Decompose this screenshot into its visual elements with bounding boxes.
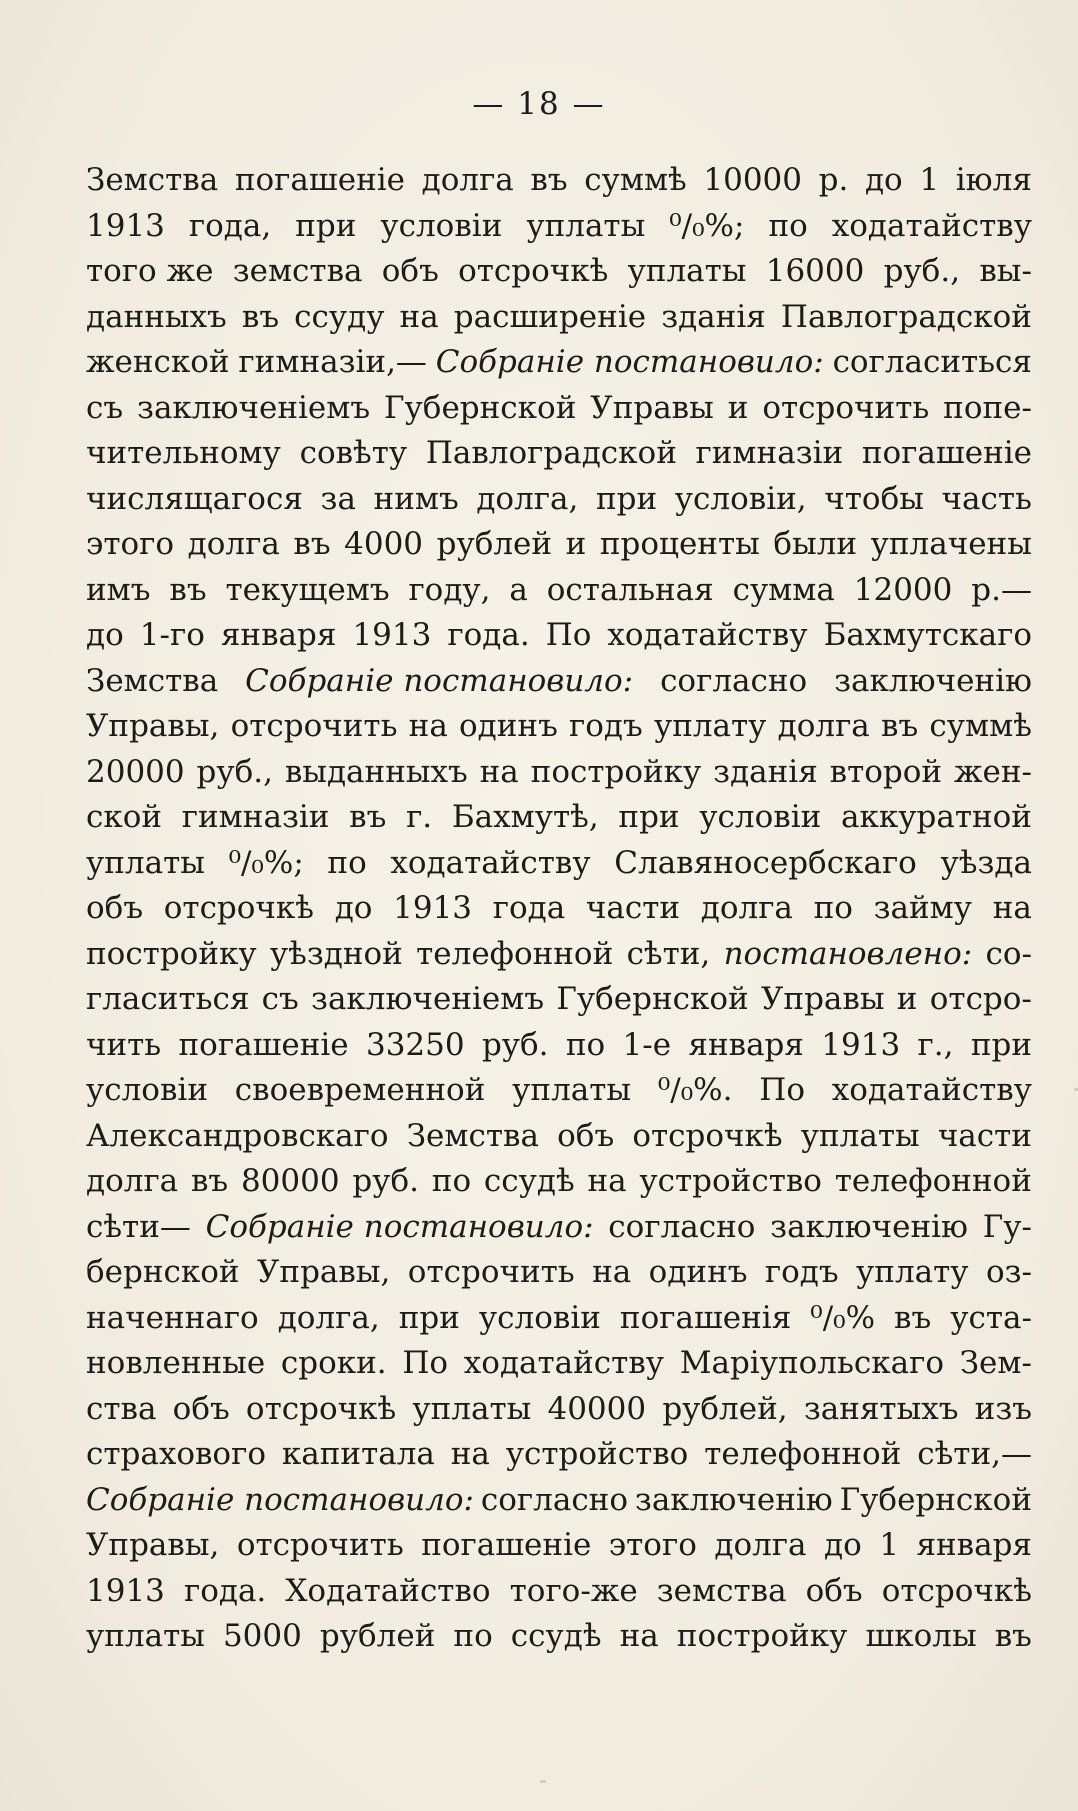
word: гимназіи: [695, 435, 844, 471]
word: оз-: [985, 1254, 1032, 1290]
word: при: [618, 799, 680, 835]
word: ссудѣ: [510, 1618, 602, 1654]
word: постройку: [86, 935, 257, 972]
word: на: [408, 708, 448, 744]
text-line: [86, 431, 1032, 477]
word: Бахмутскаго: [823, 617, 1032, 653]
text-line: [86, 841, 1032, 887]
word: объ: [172, 1390, 230, 1427]
word: гимназіи,—: [238, 344, 427, 380]
text-line: [86, 886, 1032, 932]
word: годъ: [569, 708, 643, 744]
word: погашеніе: [861, 435, 1032, 471]
word: руб.,: [883, 253, 961, 289]
word: ходатайству: [463, 1345, 665, 1381]
body-text: [86, 158, 1032, 1660]
word: условіи,: [674, 480, 807, 517]
word: 20000: [86, 753, 185, 790]
text-line: [86, 1068, 1032, 1114]
word: заключеніемъ: [137, 389, 371, 426]
text-line: [86, 1114, 1032, 1160]
word: чительному: [86, 435, 281, 471]
word: сроки.: [280, 1345, 387, 1381]
word: Управы,: [86, 708, 220, 744]
word: ходатайству: [607, 617, 808, 653]
word: были: [773, 526, 858, 562]
word: Павлоградской: [780, 298, 1032, 335]
word: долга: [421, 162, 514, 198]
word: телефонной: [834, 1163, 1032, 1199]
text-line: [86, 932, 1032, 978]
word: уплату: [856, 1254, 969, 1290]
word: новленные: [86, 1345, 266, 1381]
word: іюля: [955, 162, 1032, 198]
word: выданныхъ: [284, 753, 468, 790]
word: попе-: [943, 389, 1032, 426]
word: долга: [777, 708, 870, 744]
word: имъ: [86, 571, 151, 608]
word: сѣти,—: [917, 1436, 1032, 1472]
word: года: [492, 890, 566, 926]
word: телефонной: [416, 935, 614, 972]
text-line: [86, 704, 1032, 750]
word: сумма: [732, 571, 835, 608]
word: при: [970, 1026, 1032, 1063]
text-line: [86, 1569, 1032, 1615]
word: уплаты: [412, 1390, 532, 1427]
word: отсрочкѣ: [632, 1117, 783, 1154]
word: отсрочкѣ: [245, 1390, 397, 1427]
word: части: [937, 1117, 1032, 1154]
word: и: [896, 981, 918, 1017]
word: отсрочкѣ: [458, 253, 609, 289]
word: чить: [86, 1026, 162, 1063]
word: ходатайству: [831, 1072, 1032, 1108]
word: По: [759, 1072, 805, 1108]
word: согласно: [660, 662, 808, 699]
word: 80000: [240, 1163, 340, 1199]
word: земства: [656, 1572, 787, 1609]
word: ства: [86, 1390, 157, 1427]
word: вы-: [979, 253, 1032, 289]
word: погашеніе: [234, 162, 405, 198]
word: проценты: [599, 526, 760, 562]
word: ⁰/₀%.: [657, 1072, 733, 1108]
word: Губернской: [839, 1481, 1032, 1518]
word: По: [545, 617, 592, 653]
word: при: [398, 1299, 460, 1336]
word: на: [619, 1618, 659, 1654]
word: 40000: [547, 1390, 647, 1427]
word: Управы: [590, 389, 714, 426]
word: своевременной: [234, 1072, 486, 1108]
text-line: [86, 340, 1032, 386]
print-speck: [540, 1780, 546, 1783]
word: остальная: [546, 571, 714, 608]
word: сѣти—: [86, 1208, 191, 1245]
word: числящагося: [86, 480, 303, 517]
word: того же: [86, 253, 214, 289]
word: а: [509, 571, 528, 608]
word: зданія: [661, 298, 766, 335]
word: г.,: [917, 1026, 954, 1063]
text-line: [86, 249, 1032, 295]
word: уплаты: [86, 1618, 205, 1654]
word: данныхъ: [86, 298, 227, 335]
word: до: [86, 617, 124, 653]
word: 1-е: [622, 1026, 672, 1063]
word: рублей: [319, 1618, 436, 1654]
text-line: [86, 659, 1032, 705]
word: уплаты: [800, 1117, 920, 1154]
text-line: [86, 613, 1032, 659]
word: уплаты: [86, 844, 205, 881]
word: погашеніе: [421, 1527, 592, 1563]
word: сѣти,: [626, 935, 711, 972]
word: земства: [232, 253, 363, 289]
text-line: [86, 1387, 1032, 1433]
word: на: [587, 1163, 627, 1199]
word: Управы,: [257, 1254, 391, 1290]
text-line: [86, 750, 1032, 796]
word: долга: [86, 1163, 179, 1199]
word: условіи: [478, 1299, 601, 1336]
word: совѣту: [299, 435, 408, 471]
word: зданія: [713, 753, 818, 790]
word: 1913: [821, 1026, 901, 1063]
text-line: [86, 295, 1032, 341]
word: гимназіи: [181, 799, 330, 835]
word: Губернской: [556, 981, 749, 1017]
word: этого: [608, 1527, 697, 1563]
word: суммѣ: [584, 162, 687, 198]
word: въ: [994, 1618, 1032, 1654]
word: въ: [349, 799, 387, 835]
page-number: — 18 —: [472, 86, 606, 122]
text-line: [86, 1023, 1032, 1069]
word: отсрочить: [230, 708, 398, 744]
italic-phrase: Собраніе постановило:: [245, 662, 634, 699]
word: нимъ: [373, 480, 459, 517]
word: капитала: [281, 1436, 435, 1472]
text-line: [86, 1250, 1032, 1296]
word: устройство: [505, 1436, 689, 1472]
word: 33250: [365, 1026, 465, 1063]
word: одинъ: [459, 708, 558, 744]
word: аккуратной: [841, 799, 1032, 835]
italic-phrase: Собраніе постановило:: [205, 1208, 594, 1245]
text-line: [86, 568, 1032, 614]
text-line: [86, 1432, 1032, 1478]
word: Маріупольскаго: [679, 1345, 944, 1381]
word: гласиться: [86, 981, 250, 1017]
word: расширеніе: [453, 298, 647, 335]
word: рублей,: [662, 1390, 788, 1427]
word: при: [295, 207, 357, 244]
word: января: [220, 617, 337, 653]
word: рублей: [436, 526, 553, 562]
word: уплаты: [627, 253, 747, 289]
word: до: [864, 162, 903, 198]
word: устройство: [639, 1163, 822, 1199]
word: со-: [985, 935, 1032, 972]
word: въ: [190, 1163, 229, 1199]
word: текущемъ: [225, 571, 390, 608]
word: изъ: [974, 1390, 1032, 1427]
word: заключенію: [770, 1208, 969, 1245]
word: въ: [530, 162, 568, 198]
word: января: [916, 1527, 1032, 1563]
word: 1913: [86, 207, 165, 244]
word: школы: [865, 1618, 977, 1654]
word: отсрочкѣ: [163, 890, 314, 926]
word: условіи: [699, 799, 822, 835]
word: отсрочить: [762, 389, 930, 426]
word: части: [585, 890, 681, 926]
word: занятыхъ: [803, 1390, 959, 1427]
word: до: [824, 1527, 862, 1563]
word: отсрочить: [236, 1527, 404, 1563]
word: на: [399, 298, 439, 335]
word: и: [727, 389, 749, 426]
word: телефонной: [704, 1436, 902, 1472]
word: года.: [183, 1572, 267, 1609]
text-line: [86, 1523, 1032, 1569]
text-line: [86, 1205, 1032, 1251]
word: заключенію: [634, 1481, 833, 1518]
text-line: [86, 204, 1032, 250]
word: уѣздной: [269, 935, 403, 972]
word: условіи: [380, 207, 503, 244]
word: Славяносербскаго: [614, 844, 917, 881]
word: 10000: [703, 162, 803, 198]
word: часть: [941, 480, 1032, 517]
word: по: [453, 1618, 493, 1654]
word: долга: [187, 526, 280, 562]
word: объ: [381, 253, 439, 289]
word: января: [688, 1026, 804, 1063]
word: объ: [86, 890, 144, 926]
print-speck: [1074, 1088, 1078, 1091]
word: въ: [293, 526, 331, 562]
word: согласиться: [832, 344, 1032, 380]
word: уплаты: [526, 207, 646, 244]
word: постройку: [676, 1618, 848, 1654]
word: руб.,: [196, 753, 273, 790]
word: 16000: [765, 253, 865, 289]
word: заключенію: [834, 662, 1032, 699]
word: уплаты: [512, 1072, 632, 1108]
word: отсро-: [929, 981, 1032, 1017]
word: согласно: [480, 1481, 629, 1518]
word: отсрочкѣ: [881, 1572, 1032, 1609]
word: съ: [86, 389, 124, 426]
word: 4000: [344, 526, 424, 562]
word: 1913: [352, 617, 432, 653]
word: долга,: [277, 1299, 380, 1336]
word: суммѣ: [929, 708, 1032, 744]
text-line: [86, 386, 1032, 432]
word: ссудѣ: [483, 1163, 575, 1199]
word: по: [431, 1163, 472, 1199]
word: до: [334, 890, 373, 926]
word: при: [596, 480, 658, 517]
text-line: [86, 977, 1032, 1023]
word: руб.: [481, 1026, 549, 1063]
word: долга: [700, 890, 793, 926]
word: заключеніемъ: [311, 981, 545, 1017]
word: уѣзда: [940, 844, 1032, 881]
word: постройку: [530, 753, 702, 790]
word: ской: [86, 799, 163, 835]
italic-phrase: постановлено:: [723, 935, 973, 972]
word: Губернской: [384, 389, 577, 426]
word: Управы,: [86, 1527, 220, 1563]
italic-phrase: Собраніе постановило:: [86, 1481, 474, 1518]
word: въ: [881, 708, 919, 744]
word: ходатайству: [390, 844, 591, 881]
word: объ: [557, 1117, 615, 1154]
word: уста-: [950, 1299, 1032, 1336]
word: въ: [169, 571, 207, 608]
word: Бахмутѣ,: [451, 799, 599, 835]
word: объ: [805, 1572, 863, 1609]
word: согласно: [608, 1208, 756, 1245]
text-line: [86, 522, 1032, 568]
word: руб.: [352, 1163, 419, 1199]
word: По: [402, 1345, 449, 1381]
word: въ: [894, 1299, 932, 1336]
word: Земства: [406, 1117, 539, 1154]
word: по: [327, 844, 367, 881]
word: уплачены: [870, 526, 1032, 562]
word: Земства: [86, 162, 219, 198]
word: на: [450, 1436, 490, 1472]
word: 5000: [222, 1618, 302, 1654]
word: за: [320, 480, 356, 517]
word: ⁰/₀%: [810, 1299, 876, 1336]
word: р.: [818, 162, 849, 198]
text-line: [86, 1614, 1032, 1660]
word: жен-: [953, 753, 1032, 790]
italic-phrase: Собраніе постановило:: [435, 344, 824, 380]
word: на: [479, 753, 519, 790]
word: 1913: [86, 1572, 165, 1609]
word: Ходатайство: [285, 1572, 491, 1609]
word: погашеніе: [178, 1026, 349, 1063]
word: ⁰/₀%;: [228, 844, 304, 881]
word: р.—: [971, 571, 1032, 608]
word: съ: [261, 981, 299, 1017]
word: Управы: [761, 981, 885, 1017]
word: ссуду: [294, 298, 385, 335]
word: года.: [447, 617, 530, 653]
word: 1-го: [139, 617, 205, 653]
word: 12000: [853, 571, 953, 608]
text-line: [86, 477, 1032, 523]
word: долга: [714, 1527, 807, 1563]
text-line: [86, 795, 1032, 841]
word: по: [768, 207, 808, 244]
word: женской: [86, 344, 230, 380]
word: Александровскаго: [86, 1117, 389, 1154]
text-line: [86, 1341, 1032, 1387]
word: на: [992, 890, 1032, 926]
word: Зем-: [959, 1345, 1032, 1381]
word: по: [813, 890, 853, 926]
word: отсрочить: [407, 1254, 575, 1290]
word: Гу-: [982, 1208, 1032, 1245]
word: по: [565, 1026, 606, 1063]
text-line: [86, 1478, 1032, 1524]
word: году,: [408, 571, 491, 608]
word: ходатайству: [831, 207, 1032, 244]
word: этого: [86, 526, 175, 562]
text-line: [86, 1296, 1032, 1342]
word: займу: [873, 890, 973, 926]
word: страхового: [86, 1436, 267, 1472]
word: въ: [241, 298, 280, 335]
word: того-же: [509, 1572, 638, 1609]
word: 1913: [393, 890, 473, 926]
word: погашенія: [619, 1299, 792, 1336]
word: г.: [406, 799, 433, 835]
word: уплату: [653, 708, 767, 744]
word: 1: [879, 1527, 899, 1563]
word: годъ: [764, 1254, 839, 1290]
word: бернской: [86, 1254, 240, 1290]
word: наченнаго: [86, 1299, 259, 1336]
word: и: [565, 526, 587, 562]
word: Земства: [86, 662, 219, 699]
text-line: [86, 1159, 1032, 1205]
word: условіи: [86, 1072, 208, 1108]
word: чтобы: [824, 480, 924, 517]
word: года,: [188, 207, 272, 244]
word: 1: [919, 162, 940, 198]
word: второй: [829, 753, 943, 790]
word: Павлоградской: [425, 435, 677, 471]
word: ⁰/₀%;: [669, 207, 745, 244]
word: одинъ: [648, 1254, 748, 1290]
word: долга,: [476, 480, 579, 517]
word: на: [592, 1254, 632, 1290]
text-line: [86, 158, 1032, 204]
